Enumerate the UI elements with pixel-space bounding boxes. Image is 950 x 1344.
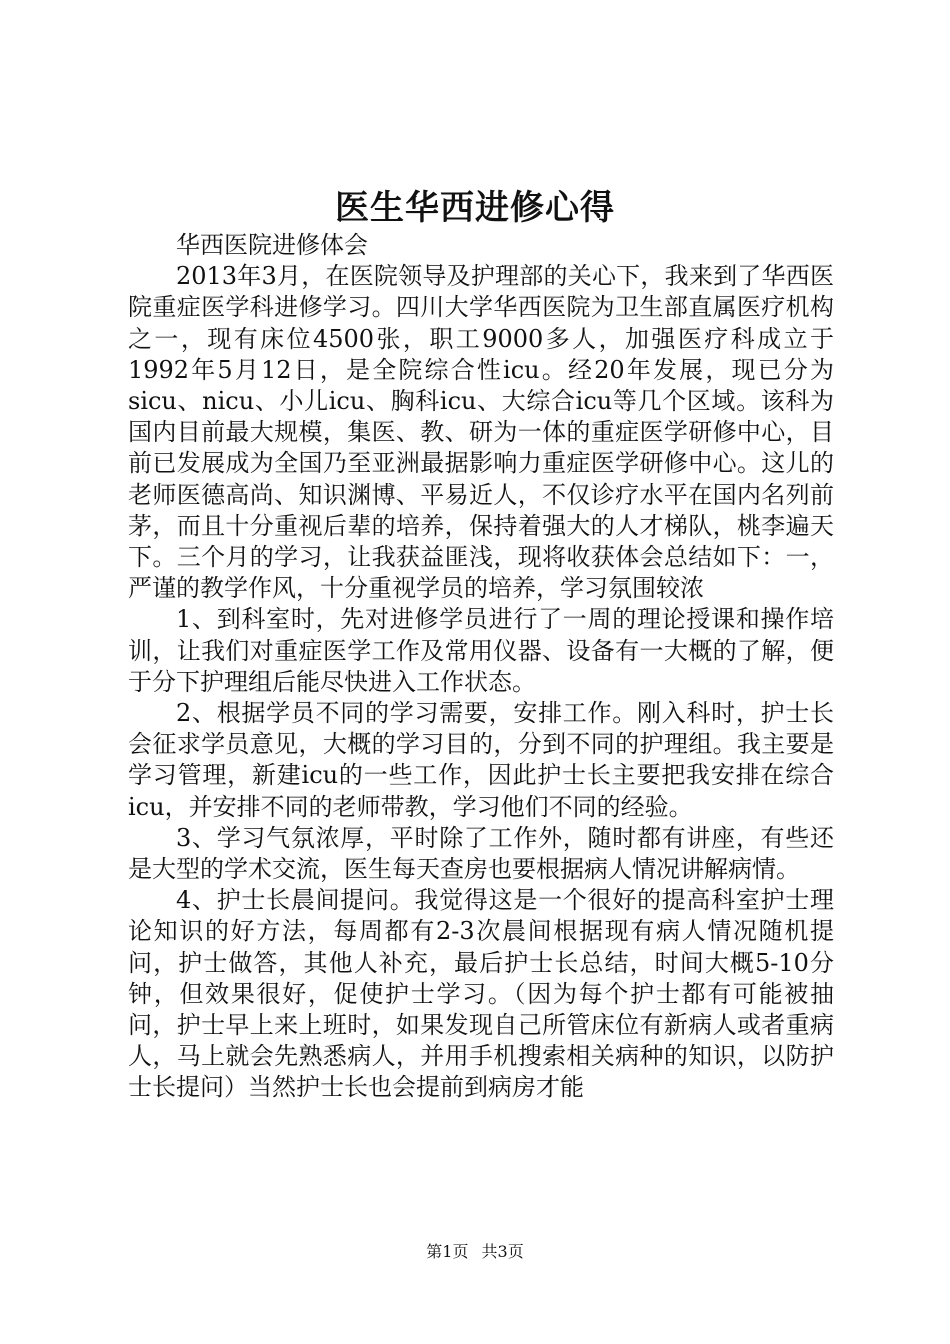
document-title: 医生华西进修心得 (335, 188, 615, 228)
document-body (128, 230, 834, 1104)
paragraph-item-2: 2、根据学员不同的学习需要，安排工作。刚入科时，护士长会征求学员意见，大概的学习目的，分到不同的护理组。我主要是学习管理，新建icu的一些工作，因此护士长主要把我安排在综合icu，并安排不同的老师带教，学习他们不同的经验。 (128, 699, 834, 821)
page-footer (0, 1240, 950, 1264)
paragraph-item-4: 4、护士长晨间提问。我觉得这是一个很好的提高科室护士理论知识的好方法，每周都有2-3次晨间根据现有病人情况随机提问，护士做答，其他人补充，最后护士长总结，时间大概5-10分钟，但效果很好，促使护士学习。（因为每个护士都有可能被抽问，护士早上来上班时，如果发现自己所管床位有新病人或者重病人，马上就会先熟悉病人，并用手机搜索相关病种的知识，以防护士长提问）当然护士长也会提前到病房才能 (128, 886, 834, 1102)
paragraph-item-3: 3、学习气氛浓厚，平时除了工作外，随时都有讲座，有些还是大型的学术交流，医生每天查房也要根据病人情况讲解病情。 (128, 823, 834, 884)
paragraph-item-1: 1、到科室时，先对进修学员进行了一周的理论授课和操作培训，让我们对重症医学工作及常用仪器、设备有一大概的了解，便于分下护理组后能尽快进入工作状态。 (128, 605, 834, 696)
paragraph-subtitle: 华西医院进修体会 (176, 231, 368, 259)
page-total: 共3页 (481, 1242, 524, 1261)
paragraph-intro: 2013年3月，在医院领导及护理部的关心下，我来到了华西医院重症医学科进修学习。四川大学华西医院为卫生部直属医疗机构之一，现有床位4500张，职工9000多人，加强医疗科成立于1992年5月12日，是全院综合性icu。经20年发展，现已分为sicu、nicu、小儿icu、胸科icu、大综合icu等几个区域。该科为国内目前最大规模，集医、教、研为一体的重症医学研修中心，目前已发展成为全国乃至亚洲最据影响力重症医学研修中心。这儿的老师医德高尚、知识渊博、平易近人，不仅诊疗水平在国内名列前茅，而且十分重视后辈的培养，保持着强大的人才梯队，桃李遍天下。三个月的学习，让我获益匪浅，现将收获体会总结如下：一，严谨的教学作风，十分重视学员的培养，学习氛围较浓 (128, 262, 834, 603)
page-number: 第1页 (426, 1242, 469, 1261)
